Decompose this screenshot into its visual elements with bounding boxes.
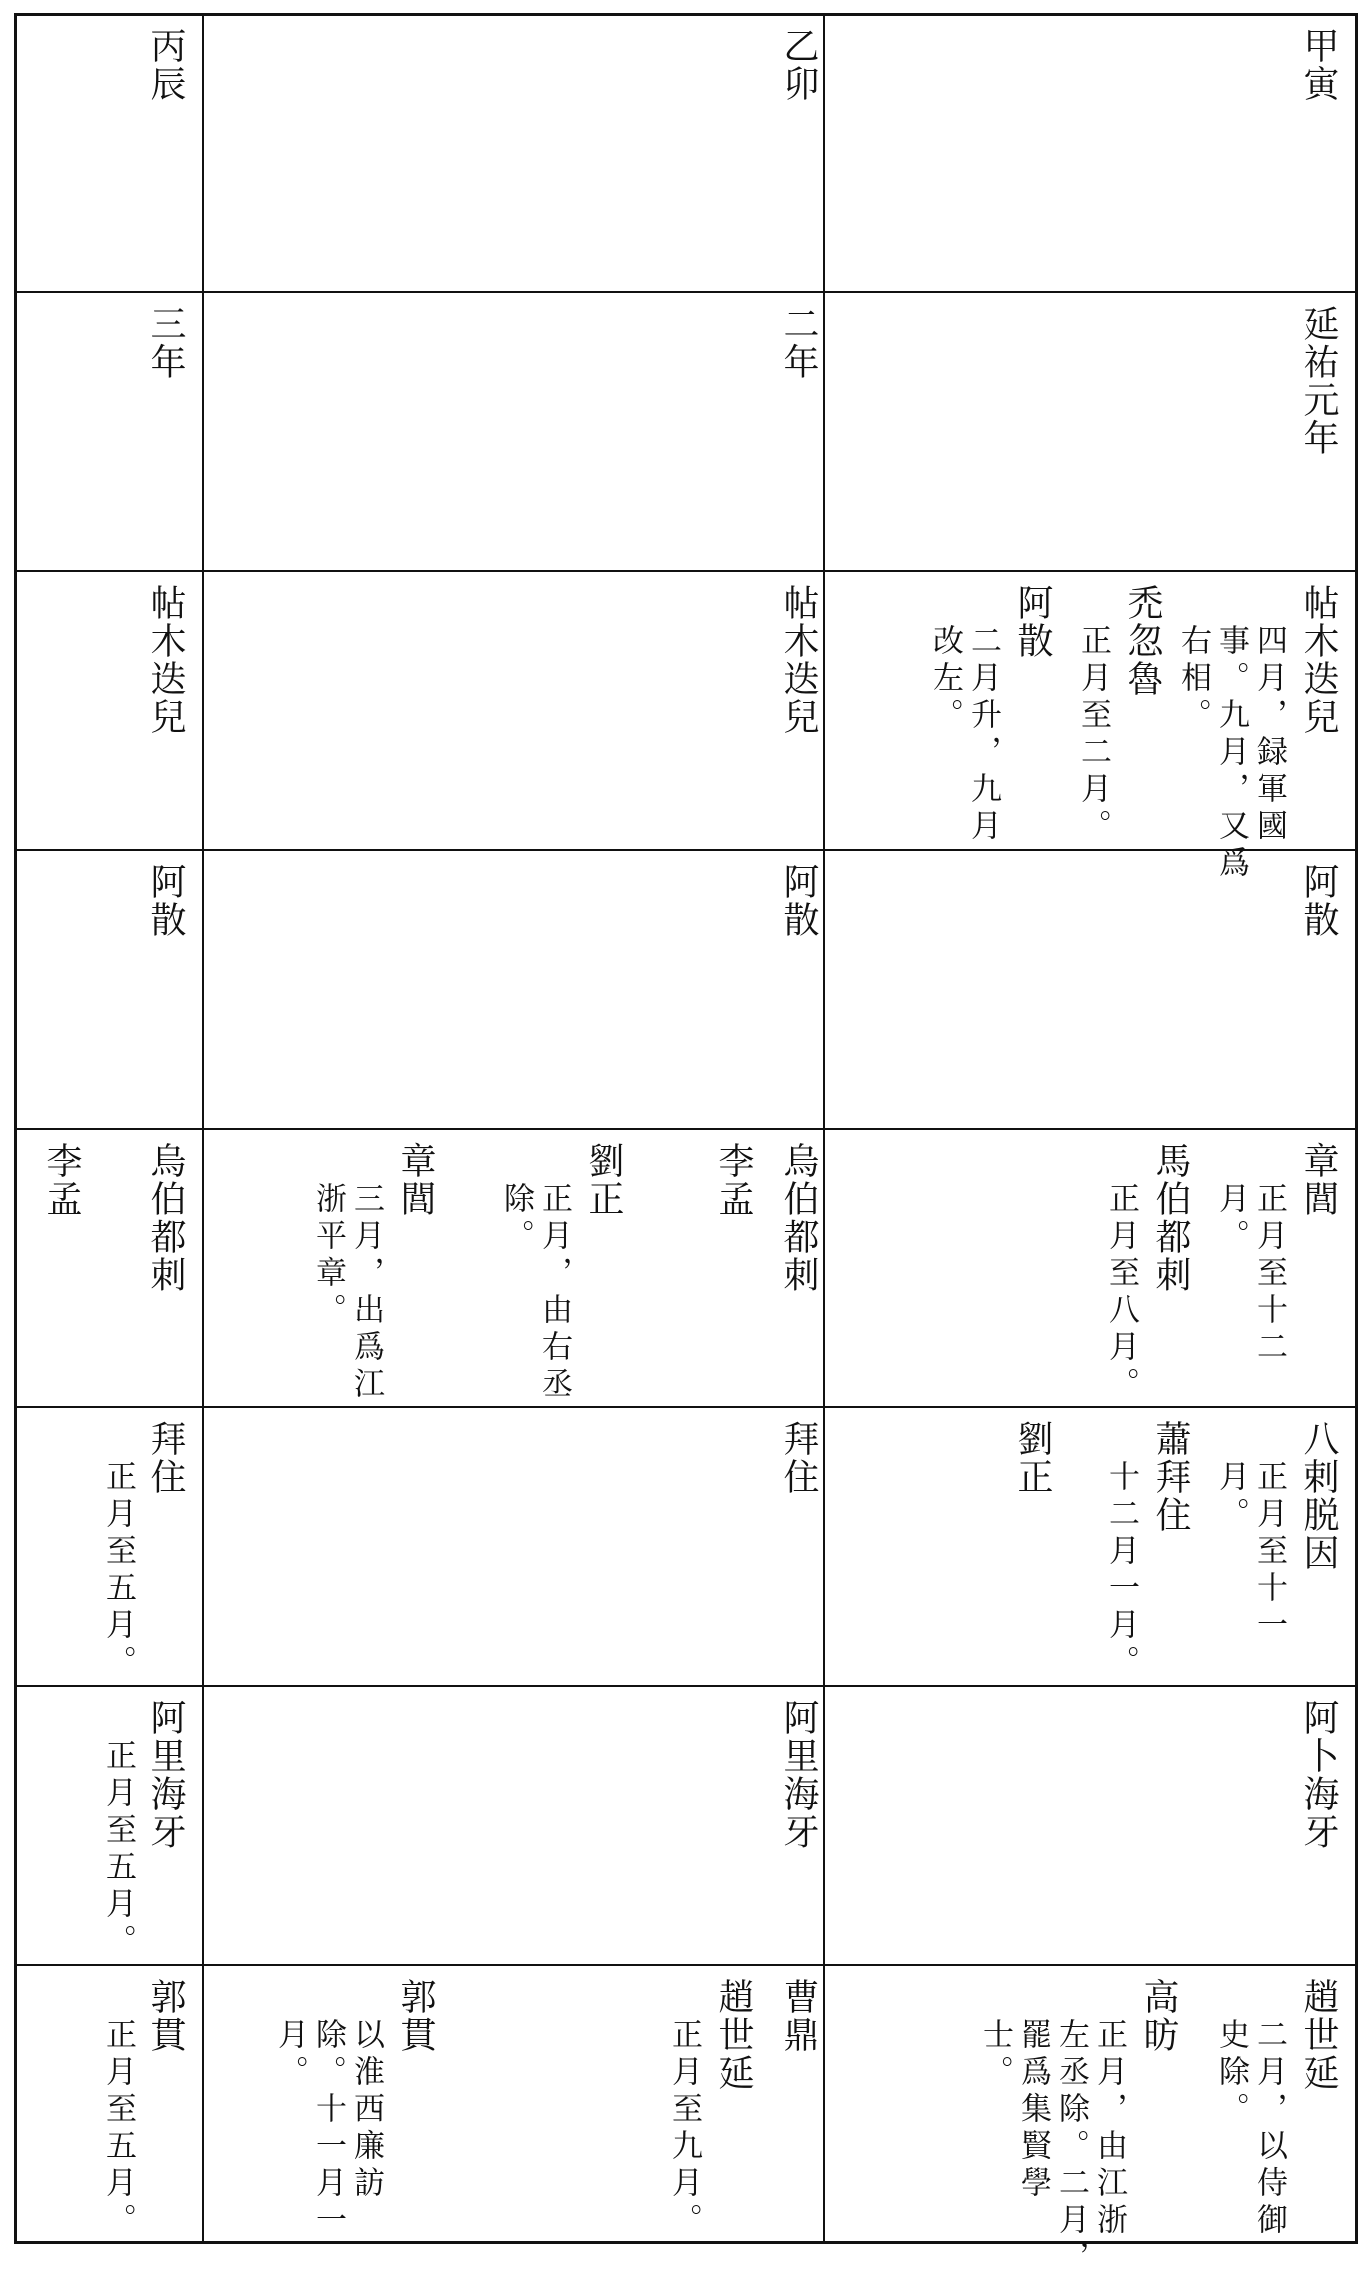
cell-year-1316 bbox=[16, 1687, 205, 1965]
official-name: 趙世延 bbox=[1298, 1978, 1339, 2092]
official-note: 改左。 bbox=[927, 624, 963, 735]
official-name: 趙世延 bbox=[713, 1978, 754, 2092]
cell-year-1316 bbox=[16, 851, 205, 1129]
official-note: 月。 bbox=[272, 2018, 308, 2092]
cell-year-1315 bbox=[207, 293, 837, 571]
official-name: 章閭 bbox=[1298, 1142, 1339, 1218]
official-note: 二月升，九月 bbox=[965, 624, 1001, 846]
ganzhi-label: 甲寅 bbox=[1298, 27, 1339, 103]
official-note: 右相。 bbox=[1175, 624, 1211, 735]
official-note: 左丞除。二月， bbox=[1053, 2018, 1089, 2277]
official-note: 二月，以侍御 bbox=[1251, 2018, 1287, 2240]
era-year-label: 三年 bbox=[145, 305, 186, 381]
official-name: 帖木迭兒 bbox=[778, 584, 819, 736]
ganzhi-label: 乙卯 bbox=[778, 27, 819, 103]
official-name: 章閭 bbox=[395, 1142, 436, 1218]
cell-year-1315 bbox=[207, 1130, 837, 1408]
official-note: 除。十一月一 bbox=[310, 2018, 346, 2240]
cell-year-1316 bbox=[16, 1408, 205, 1686]
official-note: 十二月一月。 bbox=[1103, 1460, 1139, 1682]
table-row-office-5 bbox=[16, 1687, 1356, 1965]
official-note: 正月，由江浙 bbox=[1091, 2018, 1127, 2240]
official-name: 阿里海牙 bbox=[778, 1699, 819, 1851]
official-note: 正月至十一 bbox=[1251, 1460, 1287, 1645]
official-name: 劉正 bbox=[583, 1142, 624, 1218]
official-name: 帖木迭兒 bbox=[1298, 584, 1339, 736]
official-name: 李孟 bbox=[713, 1142, 754, 1218]
table-row-office-1 bbox=[16, 572, 1356, 883]
official-name: 拜住 bbox=[778, 1420, 819, 1496]
official-note: 除。 bbox=[498, 1182, 534, 1256]
official-name: 八剌脱因 bbox=[1298, 1420, 1339, 1572]
official-name: 高昉 bbox=[1138, 1978, 1179, 2054]
official-name: 曹鼎 bbox=[778, 1978, 819, 2054]
official-name: 禿忽魯 bbox=[1122, 584, 1163, 698]
official-note: 正月至二月。 bbox=[1075, 624, 1111, 846]
table-row-office-3 bbox=[16, 1130, 1356, 1408]
official-name: 蕭拜住 bbox=[1150, 1420, 1191, 1534]
cell-year-1315 bbox=[207, 1408, 837, 1686]
cell-year-1314 bbox=[839, 1130, 1356, 1408]
cell-year-1314 bbox=[839, 15, 1356, 293]
official-note: 月。 bbox=[1213, 1460, 1249, 1534]
cell-year-1314 bbox=[839, 1687, 1356, 1965]
official-name: 劉正 bbox=[1012, 1420, 1053, 1496]
official-name: 拜住 bbox=[145, 1420, 186, 1496]
official-note: 正月至九月。 bbox=[666, 2018, 702, 2240]
ganzhi-label: 丙辰 bbox=[145, 27, 186, 103]
official-name: 馬伯都刺 bbox=[1150, 1142, 1191, 1294]
official-name: 阿散 bbox=[145, 863, 186, 939]
official-name: 阿散 bbox=[1298, 863, 1339, 939]
era-year-label: 二年 bbox=[778, 305, 819, 381]
official-note: 史除。 bbox=[1213, 2018, 1249, 2129]
official-note: 三月，出爲江 bbox=[348, 1182, 384, 1404]
official-name: 郭貫 bbox=[145, 1978, 186, 2054]
official-name: 烏伯都刺 bbox=[778, 1142, 819, 1294]
official-name: 阿卜海牙 bbox=[1298, 1699, 1339, 1851]
table-row-office-6 bbox=[16, 1966, 1356, 2277]
official-note: 以淮西廉訪 bbox=[348, 2018, 384, 2203]
official-name: 阿散 bbox=[778, 863, 819, 939]
cell-year-1315 bbox=[207, 1687, 837, 1965]
official-name: 郭貫 bbox=[395, 1978, 436, 2054]
official-note: 四月，録軍國 bbox=[1251, 624, 1287, 846]
cell-year-1314 bbox=[839, 1408, 1356, 1686]
cell-year-1315 bbox=[207, 851, 837, 1129]
cell-year-1316 bbox=[16, 293, 205, 571]
official-name: 烏伯都刺 bbox=[145, 1142, 186, 1294]
cell-year-1314 bbox=[839, 572, 1356, 883]
official-name: 阿散 bbox=[1012, 584, 1053, 660]
cell-year-1315 bbox=[207, 15, 837, 293]
official-name: 李孟 bbox=[41, 1142, 82, 1218]
cell-year-1316 bbox=[16, 1966, 205, 2241]
official-note: 士。 bbox=[977, 2018, 1013, 2092]
cell-year-1316 bbox=[16, 1130, 205, 1408]
official-note: 正月至五月。 bbox=[100, 1460, 136, 1682]
official-name: 帖木迭兒 bbox=[145, 584, 186, 736]
cell-year-1315 bbox=[207, 572, 837, 850]
cell-year-1315 bbox=[207, 1966, 837, 2241]
official-note: 浙平章。 bbox=[310, 1182, 346, 1330]
cell-year-1316 bbox=[16, 15, 205, 293]
official-note: 正月至十二 bbox=[1251, 1182, 1287, 1367]
table-row-ganzhi bbox=[16, 15, 1356, 293]
cell-year-1314 bbox=[839, 293, 1356, 571]
official-note: 正月至八月。 bbox=[1103, 1182, 1139, 1404]
official-note: 月。 bbox=[1213, 1182, 1249, 1256]
official-note: 罷爲集賢學 bbox=[1015, 2018, 1051, 2203]
official-note: 正月，由右丞 bbox=[536, 1182, 572, 1404]
cell-year-1316 bbox=[16, 572, 205, 850]
table-row-era-year bbox=[16, 293, 1356, 571]
official-note: 正月至五月。 bbox=[100, 2018, 136, 2240]
table-row-office-2 bbox=[16, 851, 1356, 1129]
official-note: 事。九月，又爲 bbox=[1213, 624, 1249, 883]
table-row-office-4 bbox=[16, 1408, 1356, 1686]
official-name: 阿里海牙 bbox=[145, 1699, 186, 1851]
era-year-label: 延祐元年 bbox=[1298, 305, 1339, 457]
official-note: 正月至五月。 bbox=[100, 1739, 136, 1961]
cell-year-1314 bbox=[839, 1966, 1356, 2277]
cell-year-1314 bbox=[839, 851, 1356, 1129]
